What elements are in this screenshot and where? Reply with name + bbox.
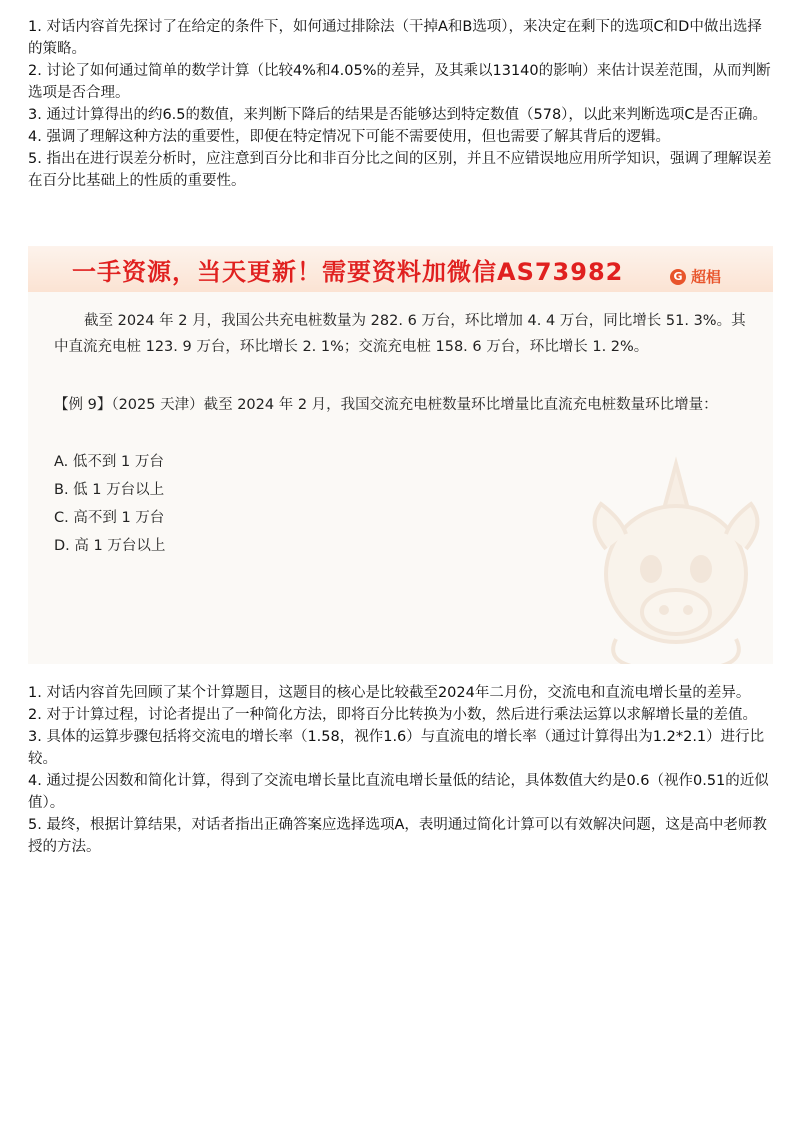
note-item: 3. 具体的运算步骤包括将交流电的增长率（1.58，视作1.6）与直流电的增长率（通过计算得出为1.2*2.1）进行比较。 — [28, 729, 765, 767]
option-d: D. 高 1 万台以上 — [54, 538, 166, 554]
brand-logo — [670, 266, 721, 287]
note-item: 1. 对话内容首先回顾了某个计算题目，这题目的核心是比较截至2024年二月份，交流电和直流电增长量的差异。 — [28, 685, 751, 701]
banner-text: 一手资源，当天更新！需要资料加微信AS73982 — [72, 258, 624, 286]
brand-g-icon: G — [670, 269, 686, 285]
note-item: 5. 指出在进行误差分析时，应注意到百分比和非百分比之间的区别，并且不应错误地应用所学知识，强调了理解误差在百分比基础上的性质的重要性。 — [28, 151, 772, 189]
note-item: 1. 对话内容首先探讨了在给定的条件下，如何通过排除法（干掉A和B选项），来决定在剩下的选项C和D中做出选择的策略。 — [28, 19, 762, 57]
option-c: C. 高不到 1 万台 — [54, 510, 165, 526]
option-b: B. 低 1 万台以上 — [54, 482, 165, 498]
note-item: 2. 对于计算过程，讨论者提出了一种简化方法，即将百分比转换为小数，然后进行乘法运算以求解增长量的差值。 — [28, 707, 757, 723]
option-a: A. 低不到 1 万台 — [54, 454, 164, 470]
unicorn-mascot-icon — [576, 454, 773, 664]
lecture-slide — [28, 246, 773, 664]
data-paragraph — [54, 308, 759, 360]
bottom-summary-notes — [28, 682, 774, 858]
note-item: 4. 强调了理解这种方法的重要性，即便在特定情况下可能不需要使用，但也需要了解其背后的逻辑。 — [28, 129, 670, 145]
slide-banner — [28, 246, 773, 292]
top-summary-notes — [28, 16, 774, 192]
note-item: 4. 通过提公因数和简化计算，得到了交流电增长量比直流电增长量低的结论，具体数值大约是0.6（视作0.51的近似值）。 — [28, 773, 769, 811]
note-item: 3. 通过计算得出的约6.5的数值，来判断下降后的结果是否能够达到特定数值（578），以此来判断选项C是否正确。 — [28, 107, 768, 123]
note-item: 2. 讨论了如何通过简单的数学计算（比较4%和4.05%的差异，及其乘以13140的影响）来估计误差范围，从而判断选项是否合理。 — [28, 63, 771, 101]
note-item: 5. 最终，根据计算结果，对话者指出正确答案应选择选项A，表明通过简化计算可以有效解决问题，这是高中老师教授的方法。 — [28, 817, 767, 855]
paragraph-text: 截至 2024 年 2 月，我国公共充电桩数量为 282. 6 万台，环比增加 4. 4 万台，同比增长 51. 3%。其中直流充电桩 123. 9 万台，环比增长 2. 1%；交流充电桩 158. 6 万台，环比增长 1. 2%。 — [54, 313, 746, 355]
brand-name: 超椙 — [690, 268, 721, 286]
question-stem: 【例 9】（2025 天津）截至 2024 年 2 月，我国交流充电桩数量环比增量比直流充电桩数量环比增量： — [54, 397, 718, 413]
